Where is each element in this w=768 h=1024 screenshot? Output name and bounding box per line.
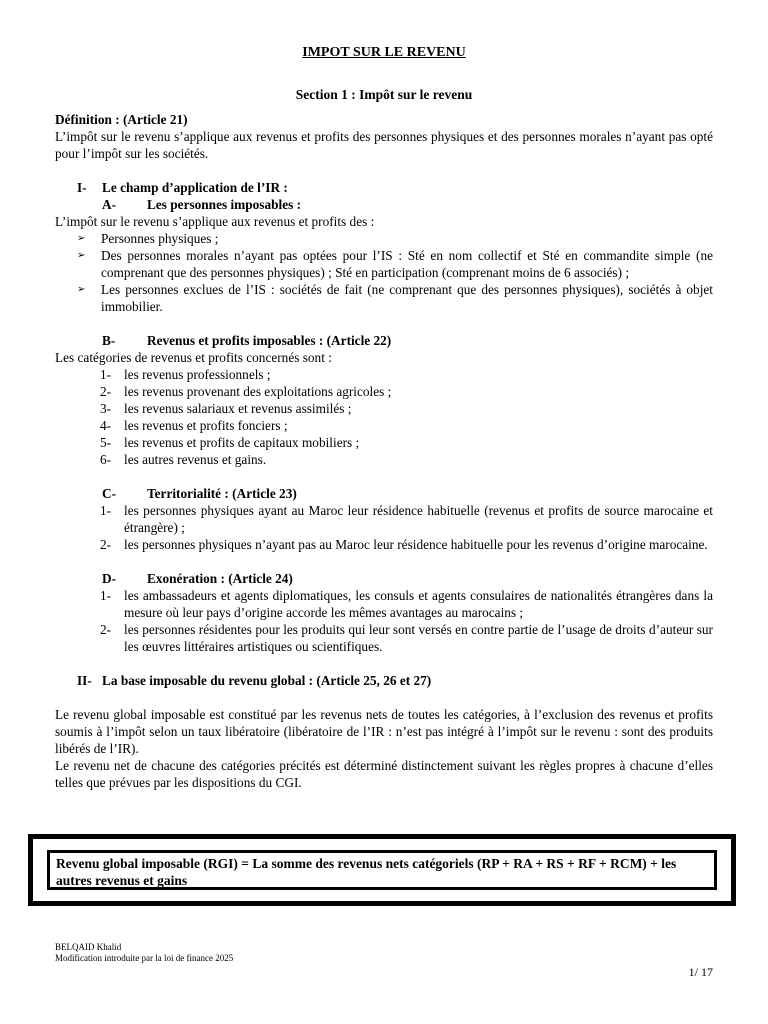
section-title: Section 1 : Impôt sur le revenu	[295, 87, 473, 102]
part2-heading	[77, 672, 713, 689]
part1-number: I-	[77, 180, 87, 195]
list-item: 5- les revenus et profits de capitaux mobiliers ;	[100, 435, 360, 450]
part1-heading	[77, 179, 713, 196]
list-item: ➢ Des personnes morales n’ayant pas optées pour l’IS : Sté en nom collectif et Sté en commandite simple (ne comprenant que des personnes physiques) ; Sté en participation (comprenant moins de 6 associés) ;	[77, 248, 713, 280]
partB-heading-text: Revenus et profits imposables : (Article 22)	[147, 333, 392, 348]
partA-intro: L’impôt sur le revenu s’applique aux revenus et profits des :	[55, 214, 375, 229]
partD-list	[55, 587, 713, 655]
part2-paragraph-2: Le revenu net de chacune des catégories précités est déterminé distinctement suivant les règles propres à chacune d’elles telles que prévues par les dispositions du CGI.	[55, 758, 713, 790]
definition-heading: Définition : (Article 21)	[55, 112, 188, 127]
footer	[55, 942, 233, 964]
list-item: 3- les revenus salariaux et revenus assimilés ;	[100, 401, 352, 416]
list-item: ➢ Personnes physiques ;	[77, 231, 219, 246]
partB-number: B-	[102, 333, 116, 348]
partD-heading-text: Exonération : (Article 24)	[147, 571, 293, 586]
partC-heading-text: Territorialité : (Article 23)	[147, 486, 297, 501]
list-item: ➢ Les personnes exclues de l’IS : sociétés de fait (ne comprenant que des personnes physiques), sociétés à objet immobilier.	[77, 282, 713, 314]
footer-author: BELQAID Khalid	[55, 942, 122, 952]
document-title: IMPOT SUR LE REVENU	[302, 45, 466, 60]
footer-note: Modification introduite par la loi de finance 2025	[55, 953, 234, 963]
partB-list	[55, 366, 713, 468]
partC-list	[55, 502, 713, 553]
list-item: 2- les revenus provenant des exploitations agricoles ;	[100, 384, 392, 399]
arrow-bullet-icon: ➢	[77, 250, 86, 261]
part2-heading-text: La base imposable du revenu global : (Article 25, 26 et 27)	[102, 673, 432, 688]
arrow-bullet-icon: ➢	[77, 284, 86, 295]
arrow-bullet-icon: ➢	[77, 233, 86, 244]
part1-heading-text: Le champ d’application de l’IR :	[102, 180, 288, 195]
list-item: 2- les personnes résidentes pour les produits qui leur sont versés en contre partie de l’usage de droits d’auteur sur les œuvres littéraires artistiques ou scientifiques.	[100, 622, 713, 654]
list-item: 1- les personnes physiques ayant au Maroc leur résidence habituelle (revenus et profits de source marocaine et étrangère) ;	[100, 503, 713, 535]
list-item: 6- les autres revenus et gains.	[100, 452, 267, 467]
partA-heading	[102, 196, 713, 213]
list-item: 1- les revenus professionnels ;	[100, 367, 271, 382]
partB-heading	[102, 332, 713, 349]
part2-number: II-	[77, 673, 92, 688]
partC-heading	[102, 485, 713, 502]
list-item: 4- les revenus et profits fonciers ;	[100, 418, 288, 433]
list-item: 2- les personnes physiques n’ayant pas au Maroc leur résidence habituelle pour les revenus d’origine marocaine.	[100, 537, 708, 552]
formula-box: Revenu global imposable (RGI) = La somme des revenus nets catégoriels (RP + RA + RS + RF + RCM) + les autres revenus et gains	[47, 850, 717, 890]
document-page	[55, 44, 713, 791]
partA-list	[55, 230, 713, 315]
definition-text: L’impôt sur le revenu s’applique aux revenus et profits des personnes physiques et des personnes morales n’ayant pas opté pour l’impôt sur les sociétés.	[55, 129, 713, 161]
list-item: 1- les ambassadeurs et agents diplomatiques, les consuls et agents consulaires de nationalités étrangères dans la mesure où leur pays d’origine accorde les mêmes avantages au marocains ;	[100, 588, 713, 620]
partB-intro: Les catégories de revenus et profits concernés sont :	[55, 350, 332, 365]
formula-box-outer	[28, 834, 736, 906]
partA-heading-text: Les personnes imposables :	[147, 197, 302, 212]
page-number: 1/ 17	[688, 965, 713, 979]
part2-paragraph-1: Le revenu global imposable est constitué par les revenus nets de toutes les catégories, à l’exclusion des revenus et profits soumis à l’impôt selon un taux libératoire (libératoire de l’IR : n’est pas intégré à l’impôt sur le revenu : sont des produits libérés de l’IR).	[55, 707, 713, 756]
partD-heading	[102, 570, 713, 587]
partA-number: A-	[102, 197, 117, 212]
partC-number: C-	[102, 486, 117, 501]
partD-number: D-	[102, 571, 117, 586]
